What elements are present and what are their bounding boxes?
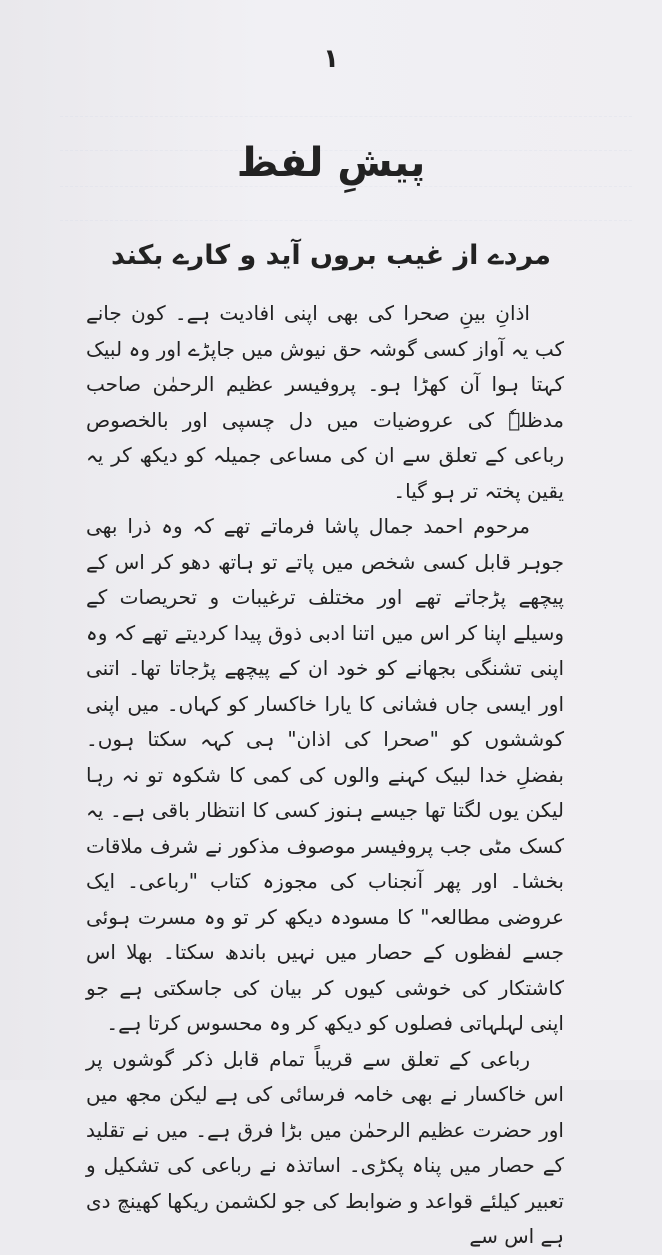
bleed-through-text <box>60 96 632 117</box>
bleed-through-text <box>60 200 632 221</box>
page-title: پیشِ لفظ <box>236 140 426 186</box>
page-subtitle: مردے از غیب بروں آید و کارے بکند <box>110 240 552 271</box>
paragraph: مرحوم احمد جمال پاشا فرماتے تھے کہ وہ ذرا بھی جوہر قابل کسی شخص میں پاتے تو ہاتھ دھو کر اس کے پیچھے پڑجاتے تھے اور مختلف ترغیبات و تحریصات کے وسیلے اپنا کر اس میں اتنا ادبی ذوق پیدا کردیتے تھے کہ وہ اپنی تشنگی بجھانے کو خود ان کے پیچھے پڑجاتا تھا۔ اتنی اور ایسی جاں فشانی کا یارا خاکسار کو کہاں۔ میں اپنی کوششوں کو "صحرا کی اذان" ہی کہہ سکتا ہوں۔ بفضلِ خدا لبیک کہنے والوں کی کمی کا شکوہ تو نہ رہا لیکن یوں لگتا تھا جیسے ہنوز کسی کا انتظار باقی ہے۔ یہ کسک مٹی جب پروفیسر موصوف مذکور نے شرف ملاقات بخشا۔ اور پھر آنجناب کی مجوزہ کتاب "رباعی۔ ایک عروضی مطالعہ" کا مسودہ دیکھ کر تو وہ مسرت ہوئی جسے لفظوں کے حصار میں نہیں باندھ سکتا۔ بھلا اس کاشتکار کی خوشی کیوں کر بیان کی جاسکتی ہے جو اپنی لہلہاتی فصلوں کو دیکھ کر وہ محسوس کرتا ہے۔ <box>86 514 564 1035</box>
paragraph: رباعی کے تعلق سے قریباً تمام قابل ذکر گوشوں پر اس خاکسار نے بھی خامہ فرسائی کی ہے لیکن مجھ میں اور حضرت عظیم الرحمٰن میں بڑا فرق ہے۔ میں نے تقلید کے حصار میں پناہ پکڑی۔ اساتذہ نے رباعی کی تشکیل و تعبیر کیلئے قواعد و ضوابط کی جو لکشمن ریکھا کھینچ دی ہے اس سے <box>86 1046 564 1248</box>
body-text <box>86 296 564 1255</box>
paragraph: اذانِ بینِ صحرا کی بھی اپنی افادیت ہے۔ کون جانے کب یہ آواز کسی گوشہ حق نیوش میں جاپڑے اور وہ لبیک کہتا ہوا آن کھڑا ہو۔ پروفیسر عظیم الرحمٰن صاحب مدظلہٗ کی عروضیات میں دل چسپی اور بالخصوص رباعی کے تعلق سے ان کی مساعی جمیلہ کو دیکھ کر یہ یقین پختہ تر ہو گیا۔ <box>86 301 565 503</box>
page-number: ۱ <box>323 44 339 74</box>
